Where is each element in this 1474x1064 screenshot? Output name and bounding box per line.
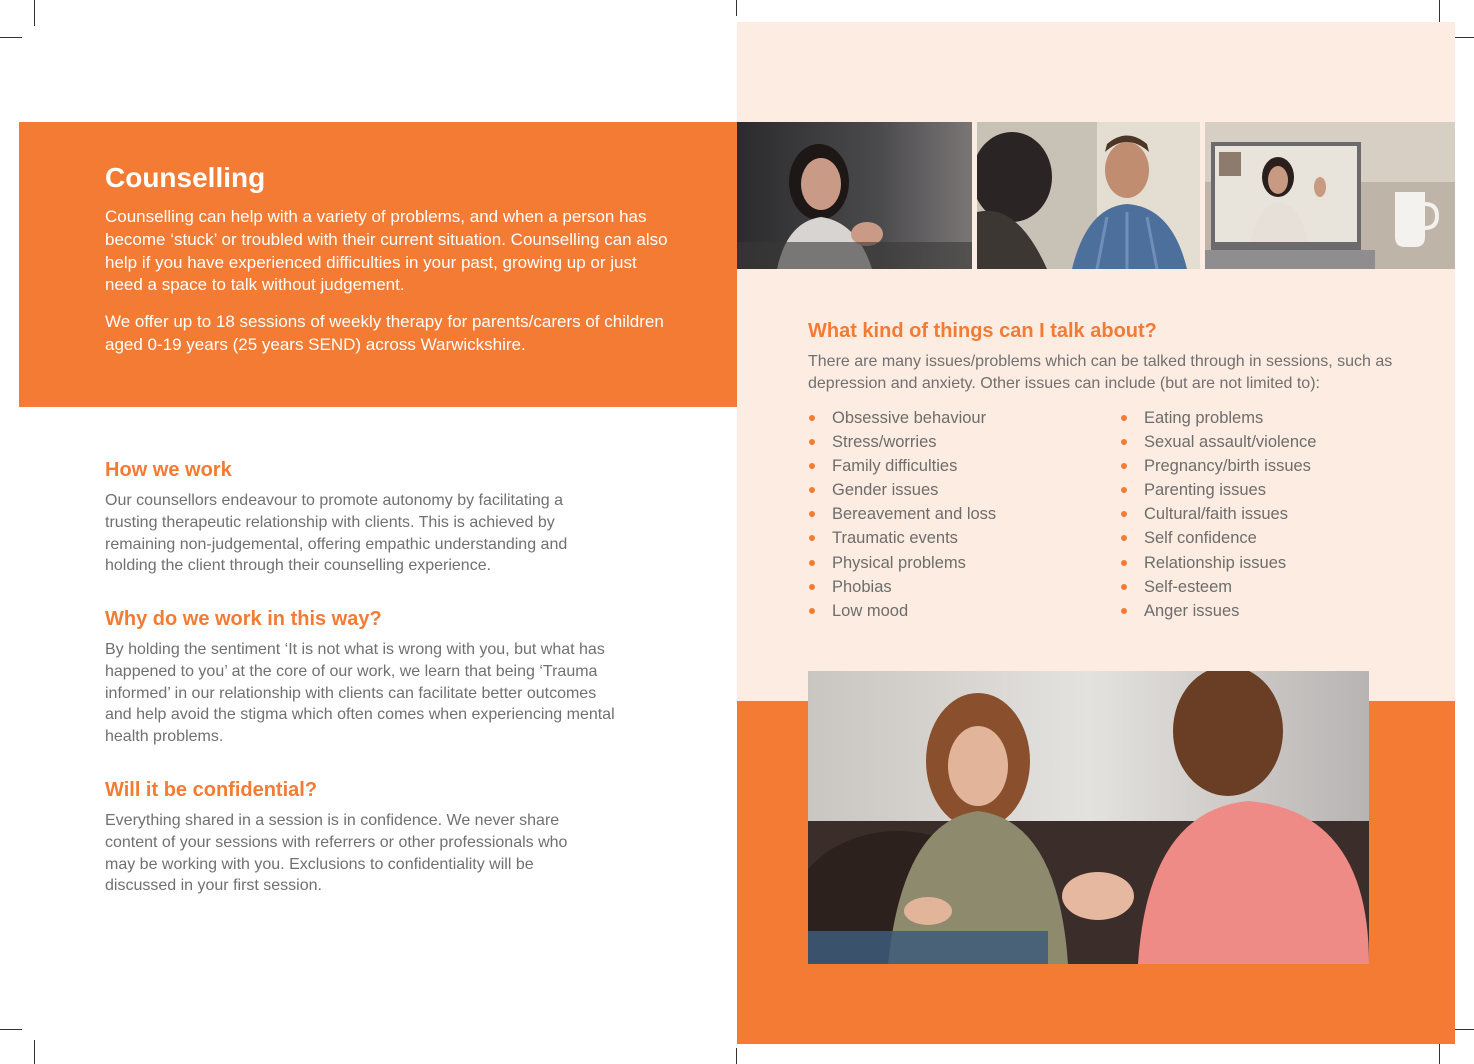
- talk-about-intro: There are many issues/problems which can be talked through in sessions, such as depression and anxiety. Other issues can include (but are not limited to):: [808, 353, 1393, 392]
- how-we-work-body: Our counsellors endeavour to promote autonomy by facilitating a trusting therapeutic relationship with clients. This is achieved by remaining non-judgemental, offering empathic understanding and holding the client through their counselling experience.: [105, 492, 568, 575]
- list-item: Bereavement and loss: [808, 502, 996, 526]
- crop-mark: [0, 37, 22, 38]
- photo-counselling-session: [808, 671, 1369, 964]
- list-item: Anger issues: [1120, 599, 1316, 623]
- list-item: Family difficulties: [808, 454, 996, 478]
- photo-video-call: [1205, 122, 1455, 269]
- crop-mark: [0, 1029, 22, 1030]
- confidential-body: Everything shared in a session is in confidence. We never share content of your sessions with referrers or other professionals who may be working with you. Exclusions to confidentiality will be discussed in your first session.: [105, 812, 568, 895]
- list-item: Obsessive behaviour: [808, 406, 996, 430]
- how-we-work-section: [105, 459, 625, 577]
- crop-mark: [34, 0, 35, 26]
- list-item: Traumatic events: [808, 526, 996, 550]
- confidential-section: [105, 779, 625, 897]
- page-title: Counselling: [105, 162, 266, 193]
- how-we-work-heading: How we work: [105, 459, 232, 481]
- list-item: Self confidence: [1120, 526, 1316, 550]
- photo-woman-talking: [737, 122, 972, 269]
- list-item: Sexual assault/violence: [1120, 430, 1316, 454]
- talk-about-heading: What kind of things can I talk about?: [808, 320, 1157, 342]
- confidential-heading: Will it be confidential?: [105, 779, 318, 801]
- talk-about-section: [808, 320, 1408, 395]
- issues-list-right: [1120, 406, 1316, 623]
- crop-mark: [736, 1048, 737, 1064]
- why-section: [105, 608, 625, 748]
- photo-counsellor-session: [977, 122, 1200, 269]
- list-item: Stress/worries: [808, 430, 996, 454]
- counselling-hero: [19, 122, 737, 407]
- why-body: By holding the sentiment ‘It is not what is wrong with you, but what has happened to you’ at the core of our work, we learn that being ‘Trauma informed’ in our relationship with clients can facilitate better outcomes and help avoid the stigma which often comes when experiencing mental health problems.: [105, 641, 615, 746]
- list-item: Low mood: [808, 599, 996, 623]
- crop-mark: [34, 1040, 35, 1064]
- list-item: Phobias: [808, 575, 996, 599]
- why-heading: Why do we work in this way?: [105, 608, 382, 630]
- hero-paragraph-1: Counselling can help with a variety of problems, and when a person has become ‘stuck’ or troubled with their current situation. Counselling can also help if you have experienced difficulties in your past, growing up or just need a space to talk without judgement.: [105, 207, 668, 295]
- crop-mark: [1452, 1029, 1474, 1030]
- hero-paragraph-2: We offer up to 18 sessions of weekly therapy for parents/carers of children aged 0-19 years (25 years SEND) across Warwickshire.: [105, 312, 664, 354]
- list-item: Gender issues: [808, 478, 996, 502]
- list-item: Pregnancy/birth issues: [1120, 454, 1316, 478]
- issues-list-left: [808, 406, 996, 623]
- list-item: Eating problems: [1120, 406, 1316, 430]
- list-item: Relationship issues: [1120, 551, 1316, 575]
- list-item: Cultural/faith issues: [1120, 502, 1316, 526]
- crop-mark: [736, 0, 737, 16]
- list-item: Self-esteem: [1120, 575, 1316, 599]
- list-item: Physical problems: [808, 551, 996, 575]
- crop-mark: [1452, 37, 1474, 38]
- list-item: Parenting issues: [1120, 478, 1316, 502]
